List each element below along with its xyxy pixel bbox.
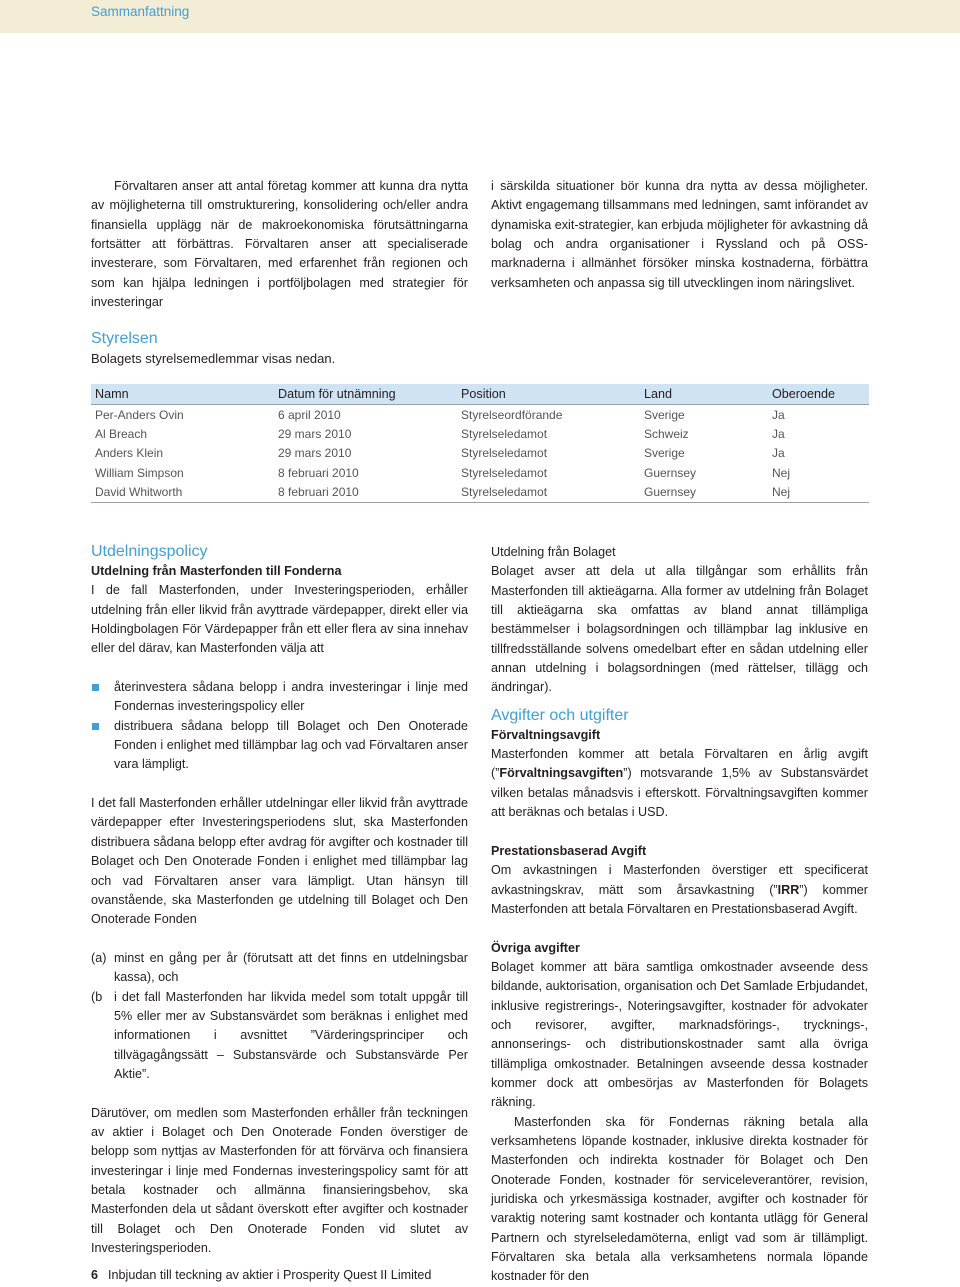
col-header-date: Datum för utnämning — [274, 384, 457, 405]
board-table — [91, 384, 869, 503]
bullet-square-icon — [92, 723, 99, 730]
cell-position: Styrelseordförande — [461, 407, 563, 422]
other-fees-heading: Övriga avgifter — [491, 940, 580, 955]
cell-independent: Ja — [772, 427, 785, 442]
col-header-name: Namn — [91, 384, 274, 405]
performance-fee-heading: Prestationsbaserad Avgift — [491, 843, 647, 858]
footer-text: Inbjudan till teckning av aktier i Prosperity Quest II Limited — [108, 1268, 432, 1282]
table-row — [91, 444, 869, 463]
bullet-item: distribuera sådana belopp till Bolaget och Den Onoterade Fonden i enlighet med tillämpbar lag och vad Förvaltaren anser vara lämpligt. — [91, 717, 468, 775]
page-footer — [91, 1268, 431, 1282]
cell-position: Styrelseledamot — [461, 465, 548, 480]
cell-date: 6 april 2010 — [278, 407, 341, 422]
intro-right-column — [491, 177, 868, 293]
cell-name: David Whitworth — [91, 483, 274, 503]
cell-country: Guernsey — [640, 483, 768, 503]
intro-paragraph-right: i särskilda situationer bör kunna dra nytta av dessa möjligheter. Aktivt engagemang tillsammans med ledningen, samt införandet av dynamiska exit-strategier, kan erbjuda möjligheter för avkastning då bolag och andra organisationer i Ryssland och på OSS-marknaderna i allmänhet försöker minska kostnaderna, förbättra verksamheten och anpassa sig till utvecklingen inom näringslivet. — [491, 179, 868, 290]
dividend-paragraph-1: I de fall Masterfonden, under Investeringsperioden, erhåller utdelning från eller likvid från avyttrade värdepapper, direkt eller via Holdingbolagen För Värdepapper från ett eller flera av sina innehav eller del därav, kan Masterfonden välja att — [91, 583, 468, 656]
cell-country: Sverige — [644, 446, 685, 461]
board-section — [91, 329, 869, 368]
cell-name: William Simpson — [95, 465, 184, 480]
cell-name: Anders Klein — [95, 446, 164, 461]
col-header-country: Land — [640, 384, 768, 405]
cell-date: 8 februari 2010 — [274, 483, 457, 503]
company-dividend-paragraph: Bolaget avser att dela ut alla tillgångar som erhållits från Masterfonden till aktieägarna. Alla former av utdelning från Bolaget till aktieägarna ska omfattas av bland annat tillämpliga bestämmelser i bolagsordningen och tillämpbar lag inklusive en tillfredsställande solvens omedelbart efter en sådan utdelning eller annan utdelning i bolagsordningen (med rättelser, tillägg och ändringar). — [491, 564, 868, 695]
cell-date: 29 mars 2010 — [278, 427, 352, 442]
dividend-paragraph-3: Därutöver, om medlen som Masterfonden erhåller från teckningen av aktier i Bolaget och Den Onoterade Fonden överstiger de belopp som nyttjas av Masterfonden för att förvärva och finansiera investeringar i linje med Fondernas investeringspolicy samt för att betala kostnader och allmänna finansieringsbehov, ska Masterfonden dela ut sådant överskott efter avgifter och kostnader till Bolaget och Den Onoterade Fonden vid slutet av Investeringsperioden. — [91, 1105, 468, 1256]
other-fees-paragraph-1: Bolaget kommer att bära samtliga omkostnader avseende dess bildande, auktorisation, organisation och Det Samlade Erbjudandet, inklusive registrerings-, Noteringsavgifter, kostnader för advokater och revisorer, avgifter, marknadsförings-, trycknings-, annonserings- och distributionskostnader samt alla övriga tillämpliga omkostnader. Betalningen avseende dessa kostnader kommer dock att ombesörjas av Masterfonden för Bolagets räkning. — [491, 959, 868, 1110]
cell-country: Schweiz — [644, 427, 689, 442]
dividend-policy-heading: Utdelningspolicy — [91, 543, 208, 560]
cell-country: Sverige — [644, 407, 685, 422]
table-row — [91, 483, 869, 503]
table-row — [91, 463, 869, 482]
header-band — [0, 0, 960, 33]
table-header-row — [91, 384, 869, 405]
enum-item: (a) minst en gång per år (förutsatt att det finns en utdelningsbar kassa), och — [91, 950, 468, 985]
cell-position: Styrelseledamot — [457, 483, 640, 503]
bullet-square-icon — [92, 684, 99, 691]
cell-independent: Ja — [772, 407, 785, 422]
cell-independent: Nej — [772, 465, 791, 480]
enum-item: (b i det fall Masterfonden har likvida medel som totalt uppgår till 5% eller mer av Substansvärdet som beräknas i enlighet med informationen i avsnittet ”Värderingsprinciper och tillvägagångssätt – Substansvärde och Substansvärde Per Aktie”. — [91, 989, 468, 1081]
company-dividend-heading: Utdelning från Bolaget — [491, 545, 616, 559]
section-title: Sammanfattning — [91, 4, 190, 19]
board-heading: Styrelsen — [91, 330, 158, 347]
cell-name: Per-Anders Ovin — [95, 407, 184, 422]
bullet-item: återinvestera sådana belopp i andra investeringar i linje med Fondernas investeringspolicy eller — [91, 678, 468, 717]
other-fees-paragraph-2: Masterfonden ska för Fondernas räkning betala alla verksamhetens löpande kostnader, inklusive direkta kostnader för Masterfonden och indirekta kostnader för Bolaget och Den Onoterade Fonden, kostnader för serviceleverantörer, revision, juridiska och yrkesmässiga kostnader, avgifter och kostnader för varaktig notering samt kostnader och kontanta utlägg för General Partnern och styrelseledamöterna, enligt vad som är tillämpligt. Förvaltaren ska betala alla verksamhetens normala löpande kostnader för den — [491, 1114, 868, 1284]
cell-name: Al Breach — [95, 427, 148, 442]
fees-heading: Avgifter och utgifter — [491, 706, 629, 724]
cell-date: 29 mars 2010 — [278, 446, 352, 461]
cell-country: Guernsey — [644, 465, 697, 480]
page-number: 6 — [91, 1268, 99, 1282]
management-fee-heading: Förvaltningsavgift — [491, 727, 601, 742]
management-fee-paragraph: Masterfonden kommer att betala Förvaltaren en årlig avgift (”Förvaltningsavgiften”) motsvarande 1,5% av Substansvärdet vilken betalas månadsvis i efterskott. Förvaltningsavgiften kommer att beräknas och betalas i USD. — [491, 747, 868, 820]
intro-left-column — [91, 177, 468, 312]
dividend-paragraph-2: I det fall Masterfonden erhåller utdelningar eller likvid från avyttrade värdepapper efter Investeringsperiodens slut, ska Masterfonden distribuera sådana belopp efter avdrag för avgifter och kostnader till Bolaget och Den Onoterade Fonden i enlighet med tillämpbar lag och vad Förvaltaren anser vara lämpligt. Utan hänsyn till ovanstående, ska Masterfonden ge utdelning till Bolaget och Den Onoterade Fonden — [91, 796, 468, 927]
cell-date: 8 februari 2010 — [278, 465, 359, 480]
right-column — [491, 543, 868, 1287]
col-header-position: Position — [457, 384, 640, 405]
cell-position: Styrelseledamot — [461, 427, 548, 442]
table-row — [91, 405, 869, 425]
cell-independent: Ja — [772, 446, 785, 461]
dividend-subheading: Utdelning från Masterfonden till Fonderna — [91, 564, 342, 578]
intro-paragraph-left: Förvaltaren anser att antal företag kommer att kunna dra nytta av möjligheterna till omstrukturering, konsolidering och/eller andra finansiella upplägg när de makroekonomiska förutsättningarna fortsätter att förbättras. Förvaltaren anser att specialiserade investerare, som Förvaltaren, med erfarenhet från regionen och som kan hjälpa ledningen i portföljbolagen med strategier för investeringar — [91, 179, 468, 310]
board-subtitle: Bolagets styrelsemedlemmar visas nedan. — [91, 351, 336, 366]
col-header-independent: Oberoende — [768, 384, 869, 405]
cell-independent: Nej — [768, 483, 869, 503]
cell-position: Styrelseledamot — [461, 446, 548, 461]
left-column — [91, 542, 468, 1258]
table-row — [91, 424, 869, 443]
performance-fee-paragraph: Om avkastningen i Masterfonden överstiger ett specificerat avkastningskrav, mätt som årsavkastning (”IRR”) kommer Masterfonden att betala Förvaltaren en Prestationsbaserad Avgift. — [491, 863, 869, 916]
